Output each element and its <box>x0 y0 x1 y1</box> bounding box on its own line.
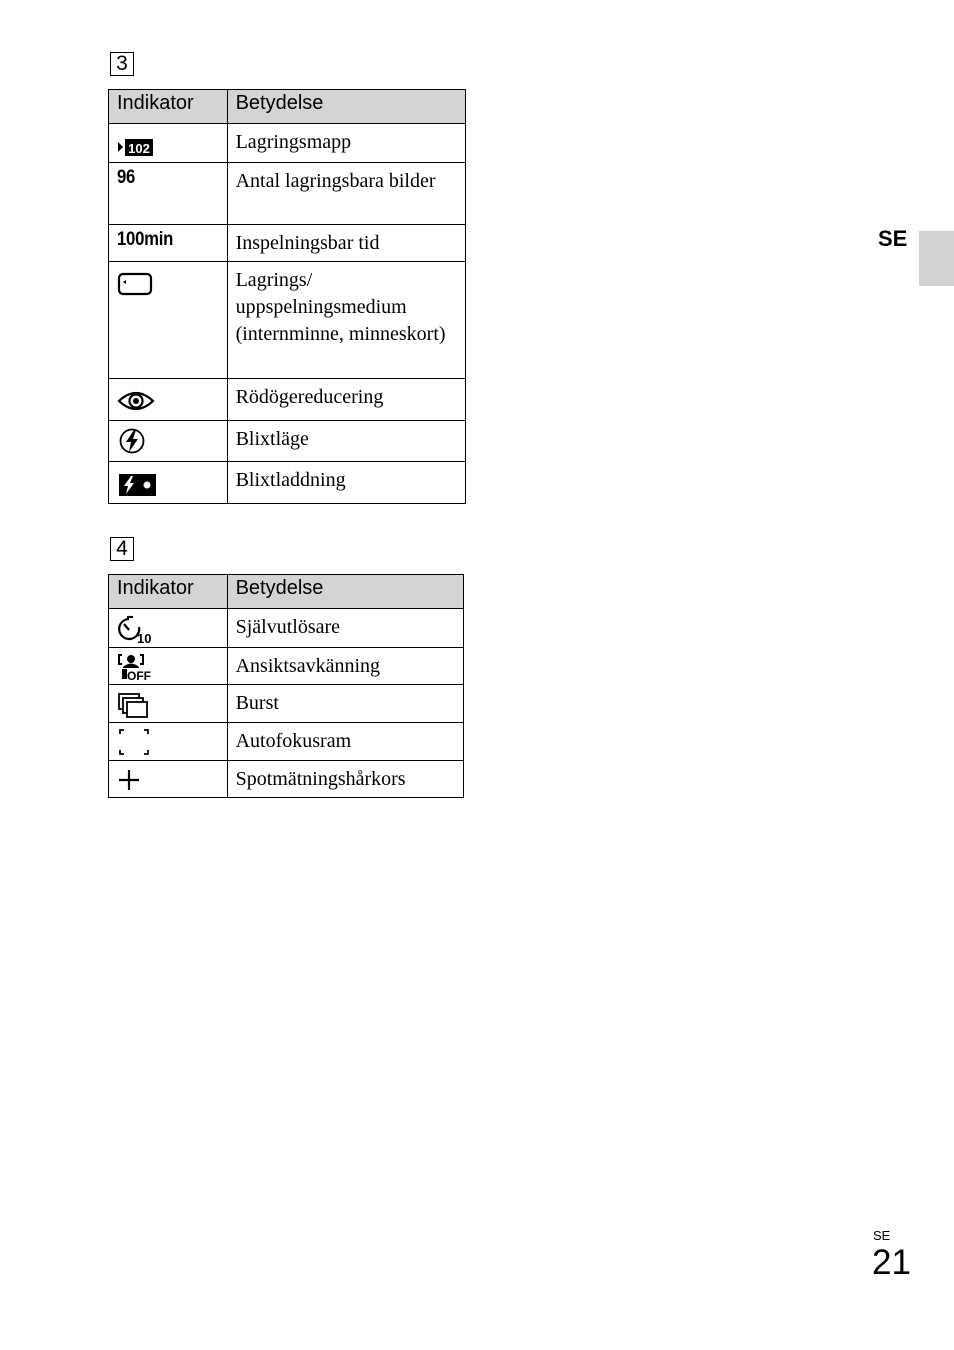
svg-text:102: 102 <box>128 141 150 156</box>
section-3-number: 3 <box>110 52 134 76</box>
header-betydelse: Betydelse <box>227 575 463 609</box>
table-header-row <box>109 575 464 609</box>
meaning-cell: Blixtläge <box>227 421 465 462</box>
meaning-cell: Lagrings/ uppspelningsmedium (internminne, minneskort) <box>227 262 465 379</box>
self-timer-10-icon <box>117 615 157 645</box>
table-row <box>109 685 464 723</box>
face-detection-off-icon <box>117 653 159 683</box>
table-row <box>109 225 466 262</box>
red-eye-icon <box>117 386 157 416</box>
table-row <box>109 379 466 421</box>
svg-text:10: 10 <box>137 631 152 645</box>
table-row <box>109 462 466 504</box>
folder-102-icon <box>117 136 157 160</box>
flash-mode-icon <box>117 426 157 456</box>
indicator-cell <box>109 163 228 225</box>
image-count-value: 96 <box>117 167 136 188</box>
table-header-row <box>109 90 466 124</box>
table-row <box>109 761 464 798</box>
burst-icon <box>117 692 157 722</box>
table-row <box>109 163 466 225</box>
table-row <box>109 124 466 163</box>
meaning-cell: Rödögereducering <box>227 379 465 421</box>
header-indikator: Indikator <box>109 90 228 124</box>
flash-charging-icon <box>117 469 157 499</box>
side-language-tab <box>919 231 954 286</box>
recording-time-value: 100min <box>117 229 174 250</box>
table-row <box>109 723 464 761</box>
indicator-cell <box>109 723 228 761</box>
table-row <box>109 262 466 379</box>
meaning-cell: Lagringsmapp <box>227 124 465 163</box>
af-frame-icon <box>117 728 157 758</box>
meaning-cell: Blixtladdning <box>227 462 465 504</box>
indicator-cell <box>109 124 228 163</box>
meaning-cell: Ansiktsavkänning <box>227 648 463 685</box>
meaning-cell: Inspelningsbar tid <box>227 225 465 262</box>
indicator-cell <box>109 262 228 379</box>
table-row <box>109 421 466 462</box>
footer-language: SE <box>873 1228 891 1243</box>
indicator-cell <box>109 379 228 421</box>
indicator-cell <box>109 609 228 648</box>
section-4-number: 4 <box>110 537 134 561</box>
indicator-table-4 <box>108 574 464 798</box>
meaning-cell: Självutlösare <box>227 609 463 648</box>
indicator-cell <box>109 761 228 798</box>
indicator-cell <box>109 421 228 462</box>
memory-medium-icon <box>117 271 157 299</box>
indicator-cell <box>109 225 228 262</box>
side-language-label: SE <box>878 226 908 251</box>
meaning-cell: Antal lagringsbara bilder <box>227 163 465 225</box>
meaning-cell: Burst <box>227 685 463 723</box>
header-indikator: Indikator <box>109 575 228 609</box>
indicator-cell <box>109 648 228 685</box>
table-row <box>109 648 464 685</box>
indicator-cell <box>109 462 228 504</box>
svg-text:OFF: OFF <box>127 669 151 683</box>
indicator-cell <box>109 685 228 723</box>
page-number: 21 <box>872 1243 911 1282</box>
table-row <box>109 609 464 648</box>
indicator-table-3 <box>108 89 466 504</box>
spot-meter-crosshair-icon <box>117 767 157 797</box>
header-betydelse: Betydelse <box>227 90 465 124</box>
meaning-cell: Spotmätningshårkors <box>227 761 463 798</box>
meaning-cell: Autofokusram <box>227 723 463 761</box>
